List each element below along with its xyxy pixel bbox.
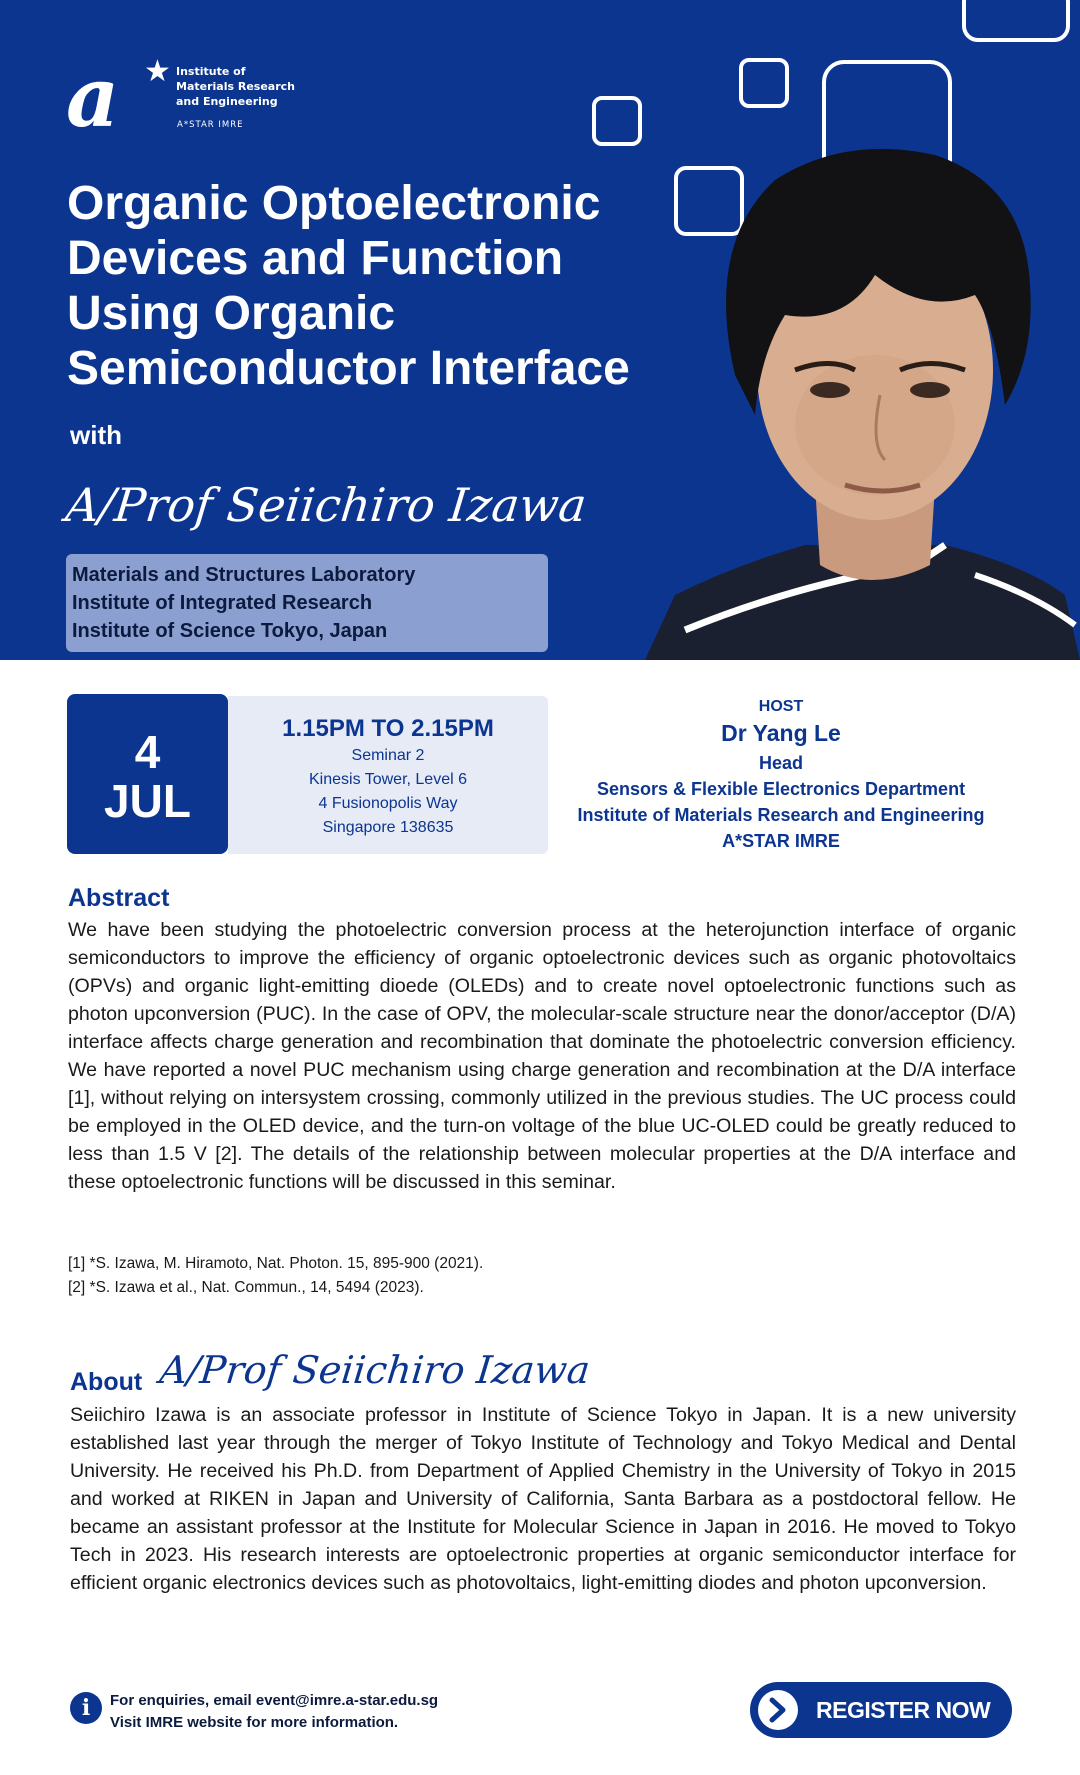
host-institute: Institute of Materials Research and Engineering — [577, 805, 985, 825]
enquiry-line: For enquiries, email event@imre.a-star.edu.sg — [110, 1692, 439, 1709]
venue-line: Singapore 138635 — [322, 819, 454, 836]
abstract-body: We have been studying the photoelectric conversion process at the heterojunction interface of organic semiconductors to improve the efficiency of organic optoelectronic devices such as organic photovoltaics (OPVs) and organic light-emitting dioede (OLEDs) and to create novel optoelectronic functions such as photon upconversion (PUC). In the case of OPV, the molecular-scale structure near the donor/acceptor (D/A) interface affects charge generation and recombination that dominate the photoelectric conversion efficiency. We have reported a novel PUC mechanism using charge generation and recombination at the D/A interface [1], without relying on intersystem crossing, commonly utilized in the previous studies. The UC process could be employed in the OLED device, and the turn-on voltage of the blue UC-OLED could be greatly reduced to less than 1.5 V [2]. The details of the relationship between molecular properties at the D/A interface and these optoelectronic functions will be discussed in this seminar. — [68, 919, 1016, 1193]
venue-line: Kinesis Tower, Level 6 — [308, 771, 467, 788]
venue-line: Seminar 2 — [351, 747, 425, 764]
about-speaker-name: A/Prof Seiichiro Izawa — [157, 1348, 593, 1392]
host-department: Sensors & Flexible Electronics Department — [596, 779, 966, 799]
host-name: Dr Yang Le — [721, 720, 841, 746]
reference-item: [1] *S. Izawa, M. Hiramoto, Nat. Photon. 15, 895-900 (2021). — [68, 1255, 484, 1272]
with-label: with — [70, 420, 122, 450]
date-day: 4 — [134, 726, 161, 778]
info-icon: i — [70, 1692, 102, 1724]
reference-item: [2] *S. Izawa et al., Nat. Commun., 14, 5494 (2023). — [68, 1279, 424, 1296]
footer-text — [110, 1690, 438, 1734]
venue-box — [228, 696, 548, 854]
logo-mark-icon: a — [66, 50, 120, 146]
chevron-right-icon — [758, 1690, 798, 1730]
register-now-button[interactable] — [750, 1682, 1012, 1738]
hero-banner — [0, 0, 1080, 660]
seminar-title: Organic Optoelectronic Devices and Function Using Organic Semiconductor Interface — [67, 177, 630, 395]
about-heading: About — [70, 1368, 143, 1396]
speaker-affiliation: Materials and Structures Laboratory Institute of Integrated Research Institute of Science Tokyo, Japan — [66, 554, 548, 652]
host-info — [540, 698, 1022, 854]
decor-square — [592, 96, 642, 146]
decor-square — [962, 0, 1070, 42]
speaker-name: A/Prof Seiichiro Izawa — [63, 478, 590, 532]
decor-square — [739, 58, 789, 108]
references — [68, 1252, 483, 1300]
website-line: Visit IMRE website for more information. — [110, 1714, 399, 1731]
event-time: 1.15PM TO 2.15PM — [282, 715, 494, 742]
logo-subtitle: A*STAR IMRE — [177, 120, 244, 130]
host-org: A*STAR IMRE — [722, 831, 840, 851]
host-label: HOST — [758, 698, 804, 715]
about-body: Seiichiro Izawa is an associate professor in Institute of Science Tokyo in Japan. It is a new university established last year through the merger of Tokyo Institute of Technology and Tokyo Medical and Dental University. He received his Ph.D. from Department of Applied Chemistry in the University of Tokyo in 2015 and worked at RIKEN in Japan and University of California, Santa Barbara as a postdoctoral fellow. He became an assistant professor at the Institute for Molecular Science in Japan in 2016. He moved to Tokyo Tech in 2023. His research interests are optoelectronic properties at organic semiconductor interface for efficient organic electronics devices such as photovoltaics, light-emitting diodes and photon upconversion. — [70, 1404, 1016, 1594]
speaker-portrait — [645, 125, 1080, 660]
venue-line: 4 Fusionopolis Way — [318, 795, 458, 812]
star-icon: ★ — [144, 54, 171, 89]
date-month: JUL — [104, 775, 191, 827]
date-box — [67, 694, 228, 854]
imre-logo — [66, 50, 296, 146]
host-title: Head — [758, 753, 803, 773]
logo-text: Institute of Materials Research and Engineering — [176, 65, 295, 108]
register-label: REGISTER NOW — [816, 1697, 991, 1723]
abstract-heading: Abstract — [68, 884, 170, 912]
